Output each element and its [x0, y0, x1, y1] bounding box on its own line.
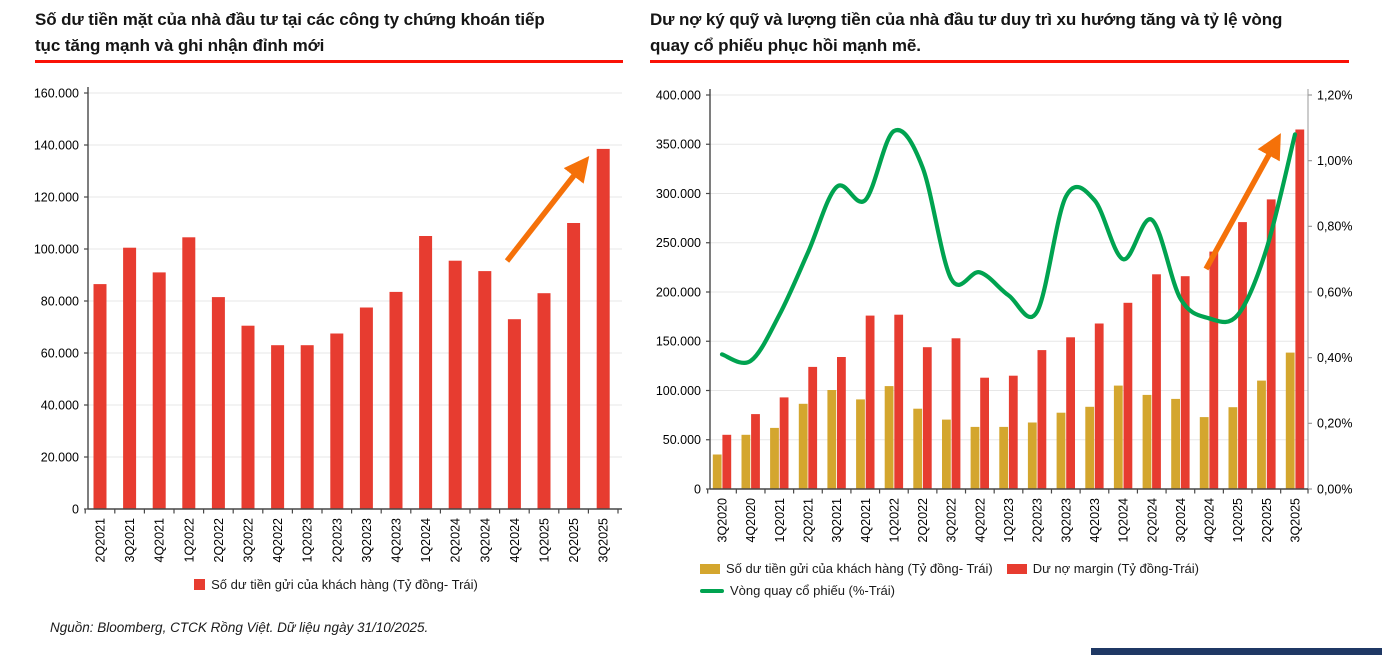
- x-tick-label: 3Q2025: [596, 518, 611, 563]
- left-chart-legend: [30, 577, 642, 592]
- right-chart-legend: [700, 561, 1340, 598]
- bar-4Q2023: [390, 292, 403, 509]
- margin-bar-1Q2022: [894, 315, 903, 489]
- bar-2Q2023: [330, 334, 343, 510]
- yellow-bar-swatch-icon: [700, 564, 720, 574]
- y-tick-label: 120.000: [33, 190, 79, 205]
- margin-bar-4Q2024: [1209, 252, 1218, 489]
- right-combo-chart: [648, 85, 1378, 577]
- x-tick-label: 1Q2022: [887, 498, 902, 543]
- bar-2Q2021: [94, 284, 107, 509]
- green-line-swatch-icon: [700, 589, 724, 593]
- deposit-bar-4Q2020: [742, 435, 751, 489]
- bar-4Q2021: [153, 272, 166, 509]
- x-tick-label: 1Q2025: [537, 518, 552, 563]
- deposit-bar-4Q2024: [1200, 417, 1209, 489]
- x-tick-label: 1Q2025: [1231, 498, 1246, 543]
- red-bar-swatch-icon: [1007, 564, 1027, 574]
- grouped-bars: [713, 130, 1304, 490]
- y-tick-label: 20.000: [40, 450, 79, 465]
- left-title-underline: [35, 60, 623, 63]
- page-footer-band: [1091, 648, 1382, 655]
- x-tick-label: 3Q2023: [359, 518, 374, 563]
- y-left-tick-label: 0: [694, 482, 701, 497]
- deposit-bar-3Q2024: [1171, 399, 1180, 489]
- right-chart-title: [650, 7, 1355, 58]
- x-tick-label: 2Q2023: [330, 518, 345, 563]
- y-tick-label: 160.000: [33, 86, 79, 101]
- legend-item-deposits: [194, 577, 478, 592]
- margin-bar-1Q2024: [1124, 303, 1133, 489]
- y-left-tick-label: 50.000: [662, 433, 701, 448]
- x-tick-label: 3Q2020: [715, 498, 730, 543]
- bar-2Q2022: [212, 297, 225, 509]
- deposit-bar-2Q2024: [1143, 395, 1152, 489]
- x-tick-label: 2Q2025: [567, 518, 582, 563]
- margin-bar-3Q2023: [1066, 337, 1075, 489]
- x-tick-label: 3Q2024: [1173, 498, 1188, 543]
- x-tick-label: 4Q2021: [858, 498, 873, 543]
- deposit-bar-4Q2021: [856, 399, 865, 489]
- left-bar-chart: [30, 85, 642, 577]
- x-tick-label: 4Q2023: [389, 518, 404, 563]
- x-tick-label: 4Q2023: [1087, 498, 1102, 543]
- x-tick-label: 4Q2020: [744, 498, 759, 543]
- y-left-tick-label: 300.000: [655, 186, 701, 201]
- x-tick-label: 1Q2022: [182, 518, 197, 563]
- legend-label: Dư nợ margin (Tỷ đồng-Trái): [1032, 561, 1200, 576]
- y-left-tick-label: 400.000: [655, 88, 701, 103]
- y-right-tick-label: 1,20%: [1317, 88, 1353, 103]
- bar-3Q2025: [597, 149, 610, 509]
- x-tick-label: 3Q2022: [241, 518, 256, 563]
- bar-1Q2024: [419, 236, 432, 509]
- bar-4Q2024: [508, 319, 521, 509]
- legend-label: Vòng quay cổ phiếu (%-Trái): [730, 583, 895, 598]
- x-tick-label: 2Q2023: [1030, 498, 1045, 543]
- margin-bar-4Q2020: [751, 414, 760, 489]
- y-right-tick-label: 0,60%: [1317, 285, 1353, 300]
- y-left-tick-label: 100.000: [655, 383, 701, 398]
- right-title-line2: quay cổ phiếu phục hồi mạnh mẽ.: [650, 35, 921, 55]
- bar-4Q2022: [271, 345, 284, 509]
- y-left-tick-label: 200.000: [655, 285, 701, 300]
- y-right-tick-label: 1,00%: [1317, 154, 1353, 169]
- margin-bar-4Q2022: [980, 378, 989, 489]
- turnover-line: [722, 130, 1295, 363]
- margin-bar-3Q2025: [1295, 130, 1304, 490]
- bar-3Q2023: [360, 308, 373, 510]
- y-tick-label: 140.000: [33, 138, 79, 153]
- margin-bar-4Q2023: [1095, 324, 1104, 490]
- legend-item-turnover: [700, 583, 895, 598]
- deposit-bar-3Q2025: [1286, 353, 1295, 489]
- deposit-bar-2Q2023: [1028, 423, 1037, 490]
- x-tick-label: 3Q2022: [944, 498, 959, 543]
- deposit-bar-3Q2020: [713, 455, 722, 490]
- margin-bar-2Q2024: [1152, 274, 1161, 489]
- deposit-bar-1Q2021: [770, 428, 779, 489]
- margin-bar-1Q2023: [1009, 376, 1018, 489]
- x-tick-label: 1Q2023: [1002, 498, 1016, 543]
- deposit-bar-3Q2023: [1057, 413, 1066, 489]
- deposit-bar-2Q2022: [913, 409, 922, 489]
- bar-1Q2025: [538, 293, 551, 509]
- right-title-underline: [650, 60, 1349, 63]
- margin-bar-1Q2021: [780, 397, 789, 489]
- x-tick-label: 4Q2021: [152, 518, 167, 563]
- x-tick-label: 1Q2021: [772, 498, 787, 543]
- margin-bar-2Q2021: [808, 367, 817, 489]
- deposit-bar-1Q2024: [1114, 386, 1123, 489]
- y-left-tick-label: 250.000: [655, 236, 701, 251]
- x-tick-label: 3Q2021: [830, 498, 845, 543]
- deposit-bar-1Q2023: [999, 427, 1008, 489]
- deposit-bar-2Q2025: [1257, 381, 1266, 489]
- red-square-swatch-icon: [194, 579, 205, 590]
- x-tick-label: 1Q2024: [419, 518, 434, 563]
- legend-row-1: [700, 561, 1340, 576]
- source-note: Nguồn: Bloomberg, CTCK Rồng Việt. Dữ liệu ngày 31/10/2025.: [50, 620, 429, 635]
- deposit-bar-1Q2025: [1229, 407, 1238, 489]
- bar-1Q2022: [182, 237, 195, 509]
- margin-bar-1Q2025: [1238, 222, 1247, 489]
- x-tick-label: 4Q2022: [973, 498, 988, 543]
- bar-1Q2023: [301, 345, 314, 509]
- bar-2Q2025: [567, 223, 580, 509]
- bar-3Q2024: [478, 271, 491, 509]
- x-tick-label: 3Q2023: [1059, 498, 1074, 543]
- bar-2Q2024: [449, 261, 462, 509]
- x-tick-label: 2Q2021: [93, 518, 108, 563]
- legend-item-deposits: [700, 561, 993, 576]
- y-right-tick-label: 0,80%: [1317, 219, 1353, 234]
- margin-bar-2Q2022: [923, 347, 932, 489]
- bar-3Q2022: [242, 326, 255, 509]
- bar-3Q2021: [123, 248, 136, 509]
- deposit-bar-4Q2022: [971, 427, 980, 489]
- legend-row-2: [700, 583, 1340, 598]
- margin-bar-4Q2021: [866, 316, 875, 489]
- y-tick-label: 100.000: [33, 242, 79, 257]
- y-right-tick-label: 0,00%: [1317, 482, 1353, 497]
- left-title-line2: tục tăng mạnh và ghi nhận đỉnh mới: [35, 35, 325, 55]
- deposit-bar-3Q2022: [942, 420, 951, 489]
- deposit-bar-3Q2021: [827, 390, 836, 489]
- deposit-bar-1Q2022: [885, 386, 894, 489]
- y-tick-label: 0: [72, 502, 79, 517]
- margin-bar-3Q2022: [952, 338, 961, 489]
- left-chart-title: [35, 7, 630, 58]
- x-tick-label: 3Q2024: [478, 518, 493, 563]
- x-tick-label: 2Q2025: [1259, 498, 1274, 543]
- right-chart-svg: [648, 85, 1378, 577]
- x-tick-label: 4Q2024: [1202, 498, 1217, 543]
- y-left-tick-label: 150.000: [655, 334, 701, 349]
- x-tick-label: 4Q2024: [507, 518, 522, 563]
- y-tick-label: 80.000: [40, 294, 79, 309]
- x-tick-label: 1Q2024: [1116, 497, 1131, 543]
- y-tick-label: 40.000: [40, 398, 79, 413]
- legend-label: Số dư tiền gửi của khách hàng (Tỷ đồng- Trái): [726, 561, 993, 576]
- x-tick-label: 2Q2024: [448, 518, 463, 563]
- margin-bar-3Q2020: [722, 435, 731, 489]
- x-tick-label: 3Q2021: [123, 518, 138, 563]
- y-left-tick-label: 350.000: [655, 137, 701, 152]
- left-title-line1: Số dư tiền mặt của nhà đầu tư tại các công ty chứng khoán tiếp: [35, 10, 545, 29]
- deposit-bars: [94, 149, 610, 509]
- margin-bar-2Q2023: [1038, 350, 1047, 489]
- x-tick-label: 4Q2022: [271, 518, 286, 563]
- right-title-line1: Dư nợ ký quỹ và lượng tiền của nhà đầu tư duy trì xu hướng tăng và tỷ lệ vòng: [650, 10, 1283, 29]
- x-tick-label: 1Q2023: [300, 518, 315, 563]
- deposit-bar-4Q2023: [1085, 407, 1094, 489]
- legend-item-margin: [1007, 561, 1199, 576]
- margin-bar-3Q2021: [837, 357, 846, 489]
- legend-label: Số dư tiền gửi của khách hàng (Tỷ đồng- Trái): [211, 577, 478, 592]
- deposit-bar-2Q2021: [799, 404, 808, 489]
- y-right-tick-label: 0,20%: [1317, 416, 1353, 431]
- x-tick-label: 2Q2022: [916, 498, 931, 543]
- x-tick-label: 3Q2025: [1288, 498, 1303, 543]
- left-chart-svg: [30, 85, 642, 577]
- y-tick-label: 60.000: [40, 346, 79, 361]
- x-tick-label: 2Q2022: [211, 518, 226, 563]
- x-tick-label: 2Q2021: [801, 498, 816, 543]
- x-tick-label: 2Q2024: [1145, 498, 1160, 543]
- y-right-tick-label: 0,40%: [1317, 351, 1353, 366]
